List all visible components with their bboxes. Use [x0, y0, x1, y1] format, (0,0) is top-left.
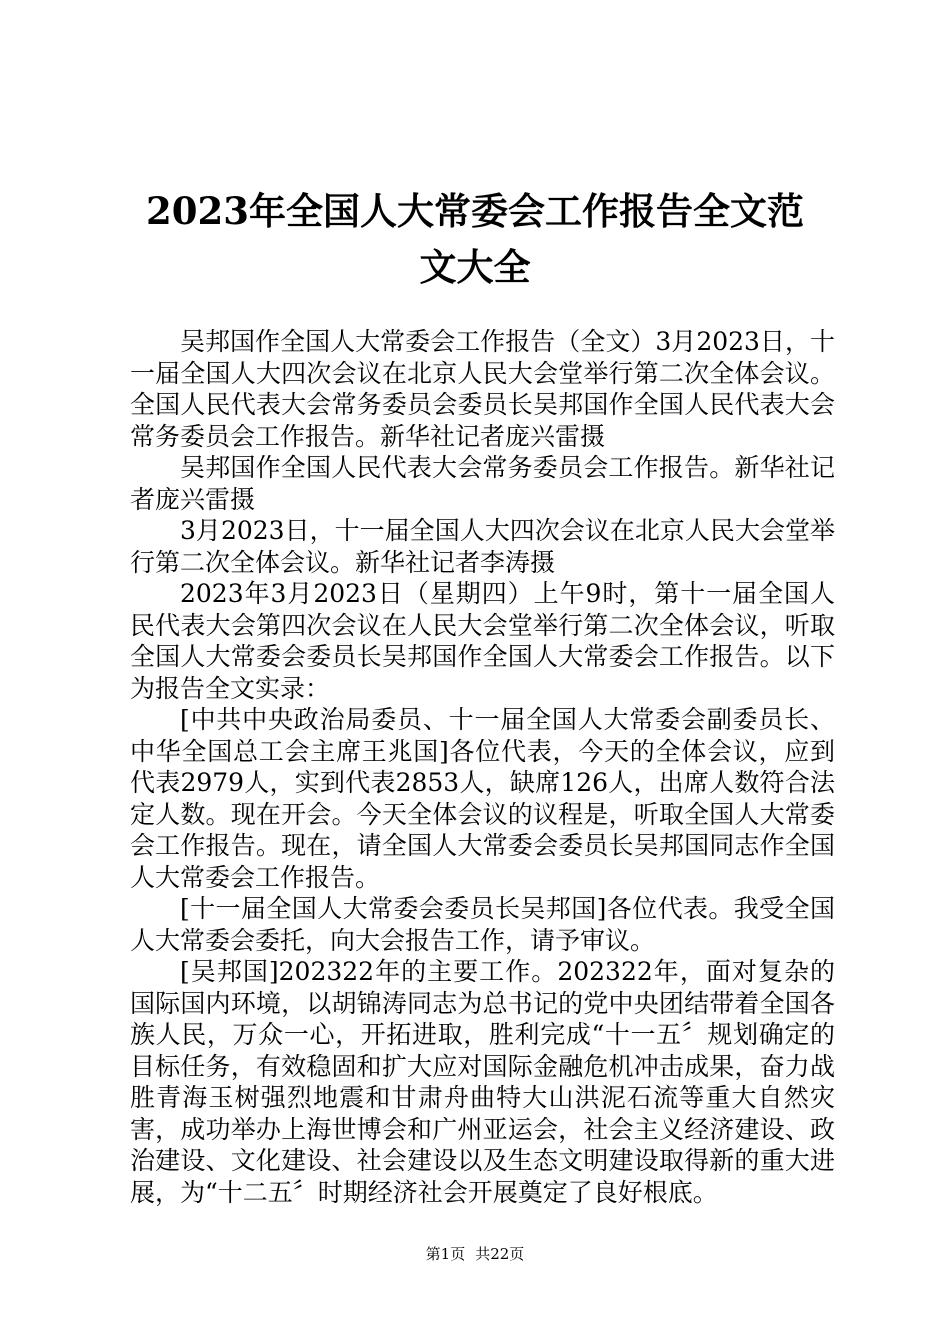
- paragraph: [吴邦国]202322年的主要工作。202322年，面对复杂的国际国内环境，以胡锦涛同志为总书记的党中央团结带着全国各族人民，万众一心，开拓进取，胜利完成“十一五〞规划确定的目标任务，有效稳固和扩大应对国际金融危机冲击成果，奋力战胜青海玉树强烈地震和甘肃舟曲特大山洪泥石流等重大自然灾害，成功举办上海世博会和广州亚运会，社会主义经济建设、政治建设、文化建设、社会建设以及生态文明建设取得新的重大进展，为“十二五〞时期经济社会开展奠定了良好根底。: [130, 957, 835, 1207]
- paragraph: [中共中央政治局委员、十一届全国人大常委会副委员长、中华全国总工会主席王兆国]各位代表，今天的全体会议，应到代表2979人，实到代表2853人，缺席126人，出席人数符合法定人数。现在开会。今天全体会议的议程是，听取全国人大常委会工作报告。现在，请全国人大常委会委员长吴邦国同志作全国人大常委会工作报告。: [130, 705, 835, 892]
- document-body: [130, 326, 835, 1208]
- document-title: 2023年全国人大常委会工作报告全文范文大全: [146, 189, 804, 289]
- paragraph: 3月2023日，十一届全国人大四次会议在北京人民大会堂举行第二次全体会议。新华社记者李涛摄: [130, 516, 835, 577]
- paragraph: [十一届全国人大常委会委员长吴邦国]各位代表。我受全国人大常委会委托，向大会报告工作，请予审议。: [130, 894, 835, 955]
- page-number: 第1页: [425, 1245, 466, 1263]
- paragraph: 吴邦国作全国人民代表大会常务委员会工作报告。新华社记者庞兴雷摄: [130, 453, 835, 514]
- page-footer: [0, 1244, 950, 1264]
- paragraph: 2023年3月2023日（星期四）上午9时，第十一届全国人民代表大会第四次会议在人民大会堂举行第二次全体会议，听取全国人大常委会委员长吴邦国作全国人大常委会工作报告。以下为报告全文实录：: [130, 579, 835, 703]
- page-total: 共22页: [475, 1245, 525, 1263]
- paragraph: 吴邦国作全国人大常委会工作报告（全文）3月2023日，十一届全国人大四次会议在北京人民大会堂举行第二次全体会议。全国人民代表大会常务委员会委员长吴邦国作全国人民代表大会常务委员会工作报告。新华社记者庞兴雷摄: [130, 327, 835, 451]
